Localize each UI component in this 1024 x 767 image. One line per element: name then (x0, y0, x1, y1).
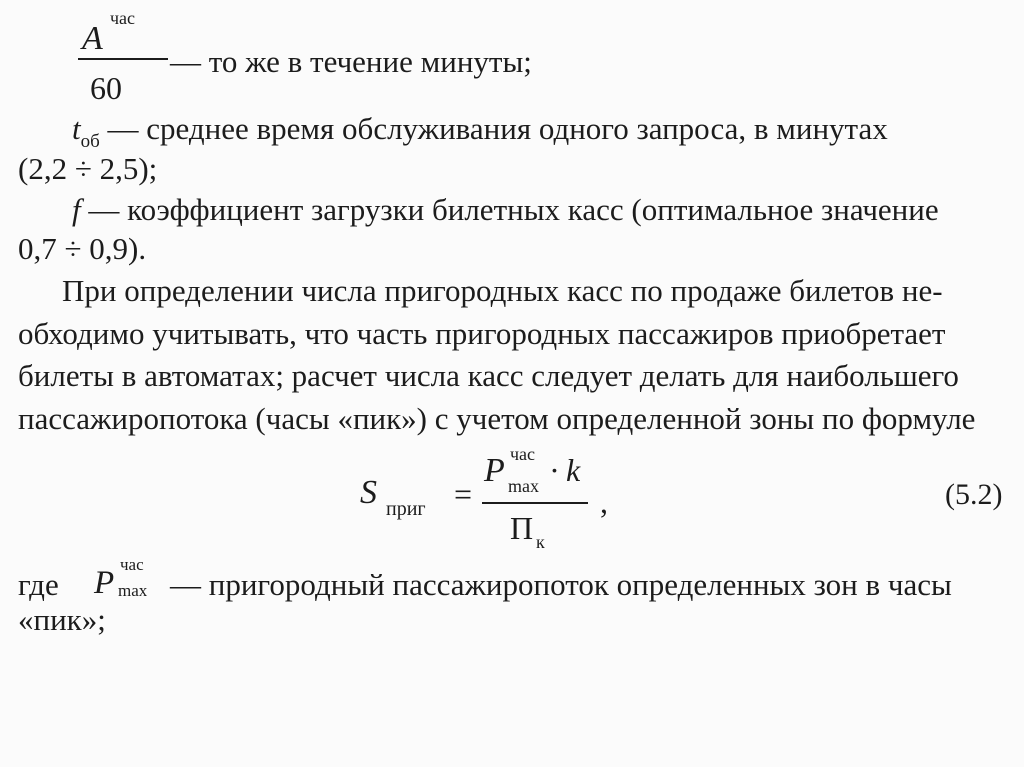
formula-lhs: S (360, 474, 377, 511)
formula-5-2 (360, 440, 620, 555)
where-p-symbol: P (94, 565, 115, 601)
formula-numerator-k: · k (550, 452, 581, 488)
fraction-a-description: — то же в течение минуты; (170, 44, 532, 79)
paragraph-line-1: При определении числа пригородных касс по продаже билетов не- (62, 273, 943, 308)
where-p-subscript: max (118, 581, 148, 600)
where-word: где (18, 567, 59, 602)
paragraph-line-3: билеты в автоматах; расчет числа касс следует делать для наибольшего (18, 358, 959, 393)
formula-denominator-subscript: к (536, 532, 545, 552)
formula-numerator-superscript: час (510, 444, 536, 464)
formula-equals: = (454, 476, 473, 512)
f-symbol: f (72, 192, 81, 227)
formula-comma: , (600, 484, 608, 520)
paragraph-line-4: пассажиропотока (часы «пик») с учетом определенной зоны по формуле (18, 401, 976, 436)
where-text: — пригородный пассажиропоток определенных зон в часы (170, 567, 952, 602)
paragraph-line-2: обходимо учитывать, что часть пригородных пассажиров приобретает (18, 316, 946, 351)
equation-number: (5.2) (945, 478, 1003, 511)
where-continuation: «пик»; (18, 602, 106, 637)
t-symbol: t (72, 111, 81, 146)
t-ob-definition (72, 111, 888, 152)
formula-numerator-subscript: max (508, 476, 539, 496)
fraction-numerator: A (82, 20, 103, 57)
formula-numerator-p: P (484, 452, 505, 489)
formula-lhs-subscript: приг (386, 498, 426, 520)
t-ob-range: (2,2 ÷ 2,5); (18, 151, 158, 186)
where-p-superscript: час (120, 555, 144, 574)
fraction-denominator: 60 (90, 70, 122, 106)
f-definition (72, 194, 939, 225)
fraction-a-per-60 (78, 4, 174, 114)
fraction-bar (78, 58, 168, 60)
formula-fraction-bar (482, 502, 588, 504)
f-range: 0,7 ÷ 0,9). (18, 231, 147, 266)
fraction-numerator-superscript: час (110, 8, 136, 28)
t-subscript: об (80, 131, 100, 152)
t-ob-text: — среднее время обслуживания одного запроса, в минутах (99, 111, 888, 146)
where-line (18, 553, 1018, 603)
f-text: — коэффициент загрузки билетных касс (оптимальное значение (80, 192, 939, 227)
formula-denominator: П (510, 510, 534, 546)
